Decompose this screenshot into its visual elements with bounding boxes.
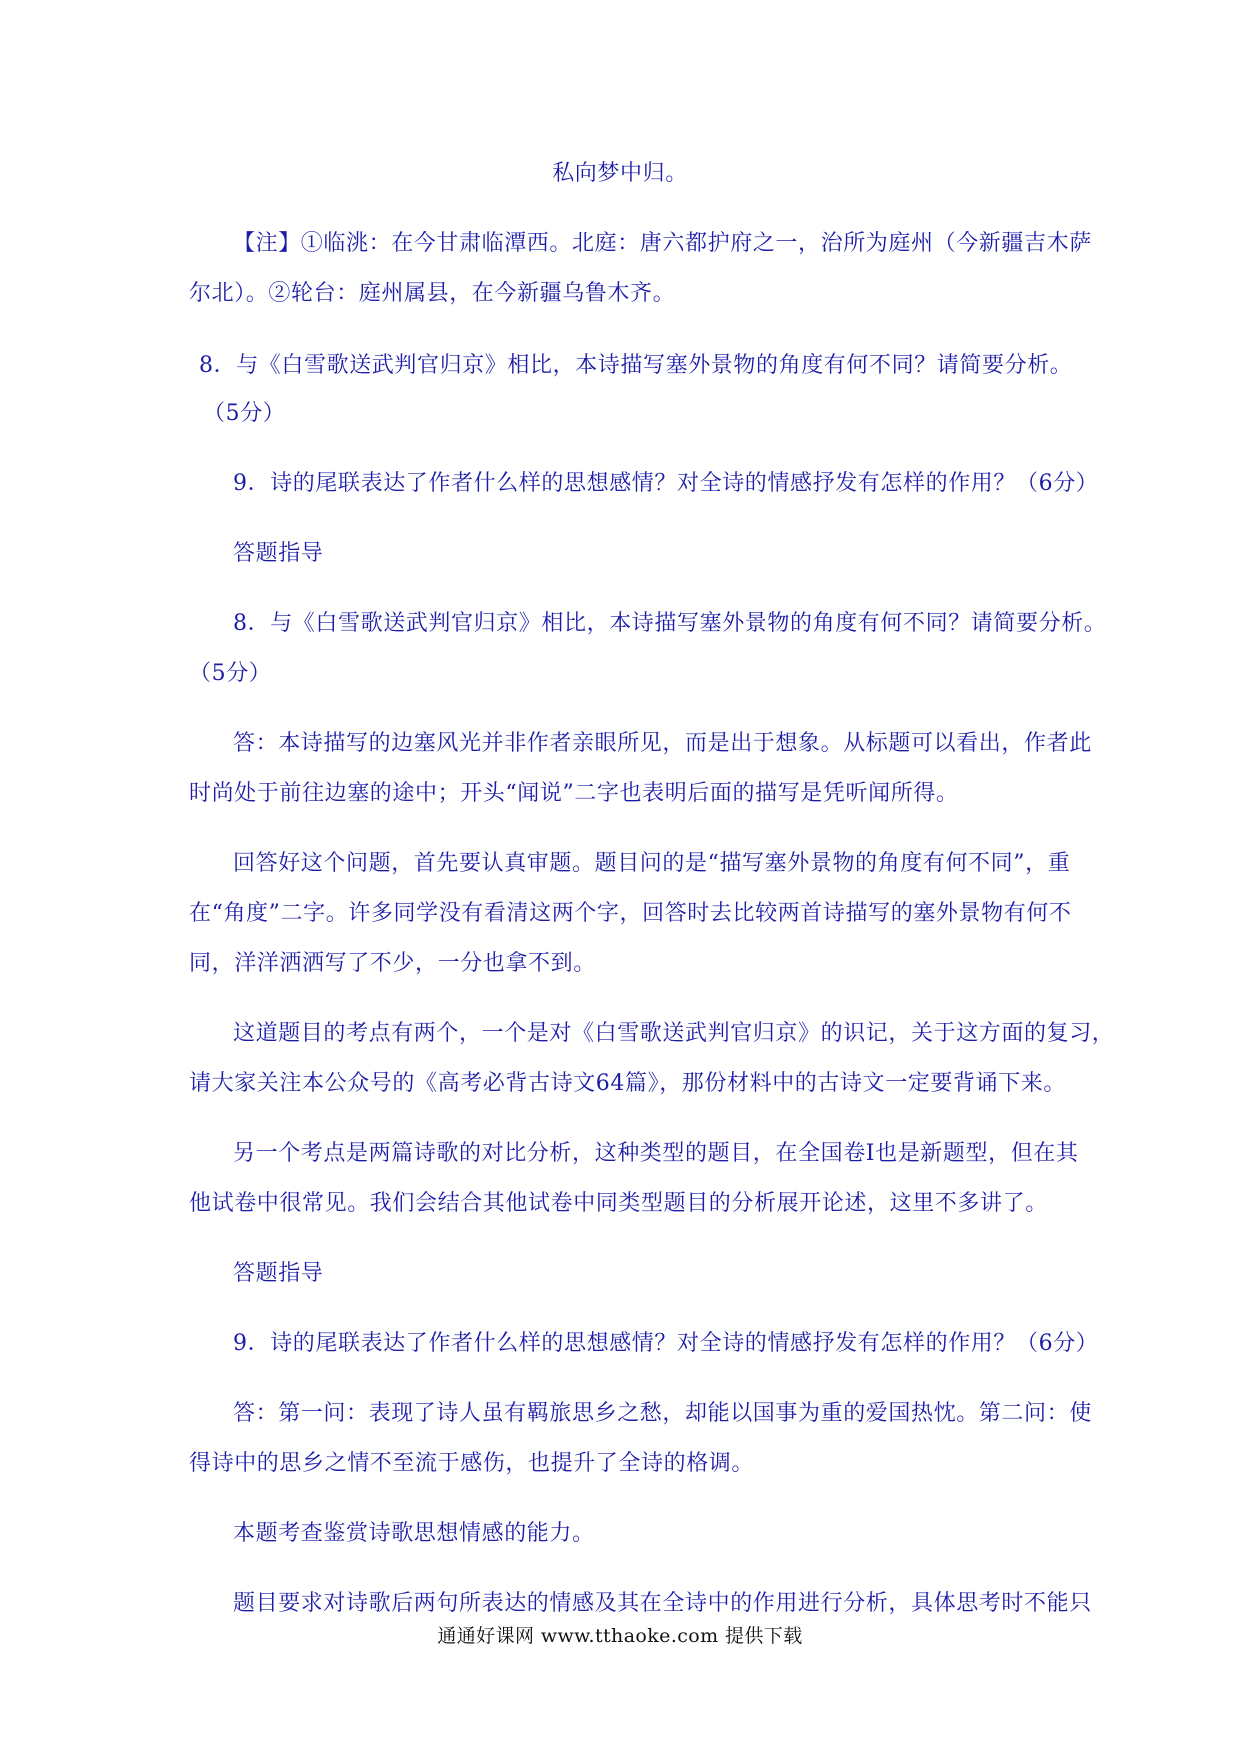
answer-8-line-2: 时尚处于前往边塞的途中；开头“闻说”二字也表明后面的描写是凭听闻所得。 — [189, 781, 959, 806]
paragraph-2-line-2: 请大家关注本公众号的《高考必背古诗文64篇》，那份材料中的古诗文一定要背诵下来。 — [189, 1071, 1066, 1096]
question-8-repeat-line-2: （5分） — [189, 661, 272, 686]
paragraph-1-line-1: 回答好这个问题，首先要认真审题。题目问的是“描写塞外景物的角度有何不同”，重 — [233, 851, 1071, 876]
answer-8-line-1: 答：本诗描写的边塞风光并非作者亲眼所见，而是出于想象。从标题可以看出，作者此 — [233, 731, 1092, 756]
answer-guide-heading-2: 答题指导 — [233, 1261, 324, 1286]
answer-9-line-2: 得诗中的思乡之情不至流于感伤，也提升了全诗的格调。 — [189, 1451, 755, 1476]
paragraph-2-line-1: 这道题目的考点有两个，一个是对《白雪歌送武判官归京》的识记，关于这方面的复习， — [233, 1021, 1115, 1046]
answer-guide-heading-1: 答题指导 — [233, 541, 324, 566]
question-9: 9．诗的尾联表达了作者什么样的思想感情？对全诗的情感抒发有怎样的作用？（6分） — [233, 471, 1099, 496]
paragraph-3-line-1: 另一个考点是两篇诗歌的对比分析，这种类型的题目，在全国卷Ⅰ也是新题型，但在其 — [233, 1141, 1079, 1166]
question-8-line-1: 8．与《白雪歌送武判官归京》相比，本诗描写塞外景物的角度有何不同？请简要分析。 — [199, 353, 1073, 378]
question-9-repeat: 9．诗的尾联表达了作者什么样的思想感情？对全诗的情感抒发有怎样的作用？（6分） — [233, 1331, 1099, 1356]
paragraph-1-line-3: 同，洋洋洒洒写了不少，一分也拿不到。 — [189, 951, 596, 976]
answer-9-line-1: 答：第一问：表现了诗人虽有羁旅思乡之愁，却能以国事为重的爱国热忱。第二问：使 — [233, 1401, 1092, 1426]
question-8-line-2: （5分） — [203, 401, 286, 426]
paragraph-5: 题目要求对诗歌后两句所表达的情感及其在全诗中的作用进行分析，具体思考时不能只 — [233, 1591, 1092, 1616]
page-footer: 通通好课网 www.tthaoke.com 提供下载 — [437, 1625, 803, 1647]
note-line-1: 【注】①临洮：在今甘肃临潭西。北庭：唐六都护府之一，治所为庭州（今新疆吉木萨 — [233, 231, 1092, 256]
note-line-2: 尔北）。②轮台：庭州属县，在今新疆乌鲁木齐。 — [189, 281, 676, 306]
paragraph-3-line-2: 他试卷中很常见。我们会结合其他试卷中同类型题目的分析展开论述，这里不多讲了。 — [189, 1191, 1048, 1216]
paragraph-4: 本题考查鉴赏诗歌思想情感的能力。 — [233, 1521, 595, 1546]
question-8-repeat-line-1: 8．与《白雪歌送武判官归京》相比，本诗描写塞外景物的角度有何不同？请简要分析。 — [233, 611, 1107, 636]
paragraph-1-line-2: 在“角度”二字。许多同学没有看清这两个字，回答时去比较两首诗描写的塞外景物有何不 — [189, 901, 1072, 926]
poem-last-line: 私向梦中归。 — [552, 161, 688, 186]
